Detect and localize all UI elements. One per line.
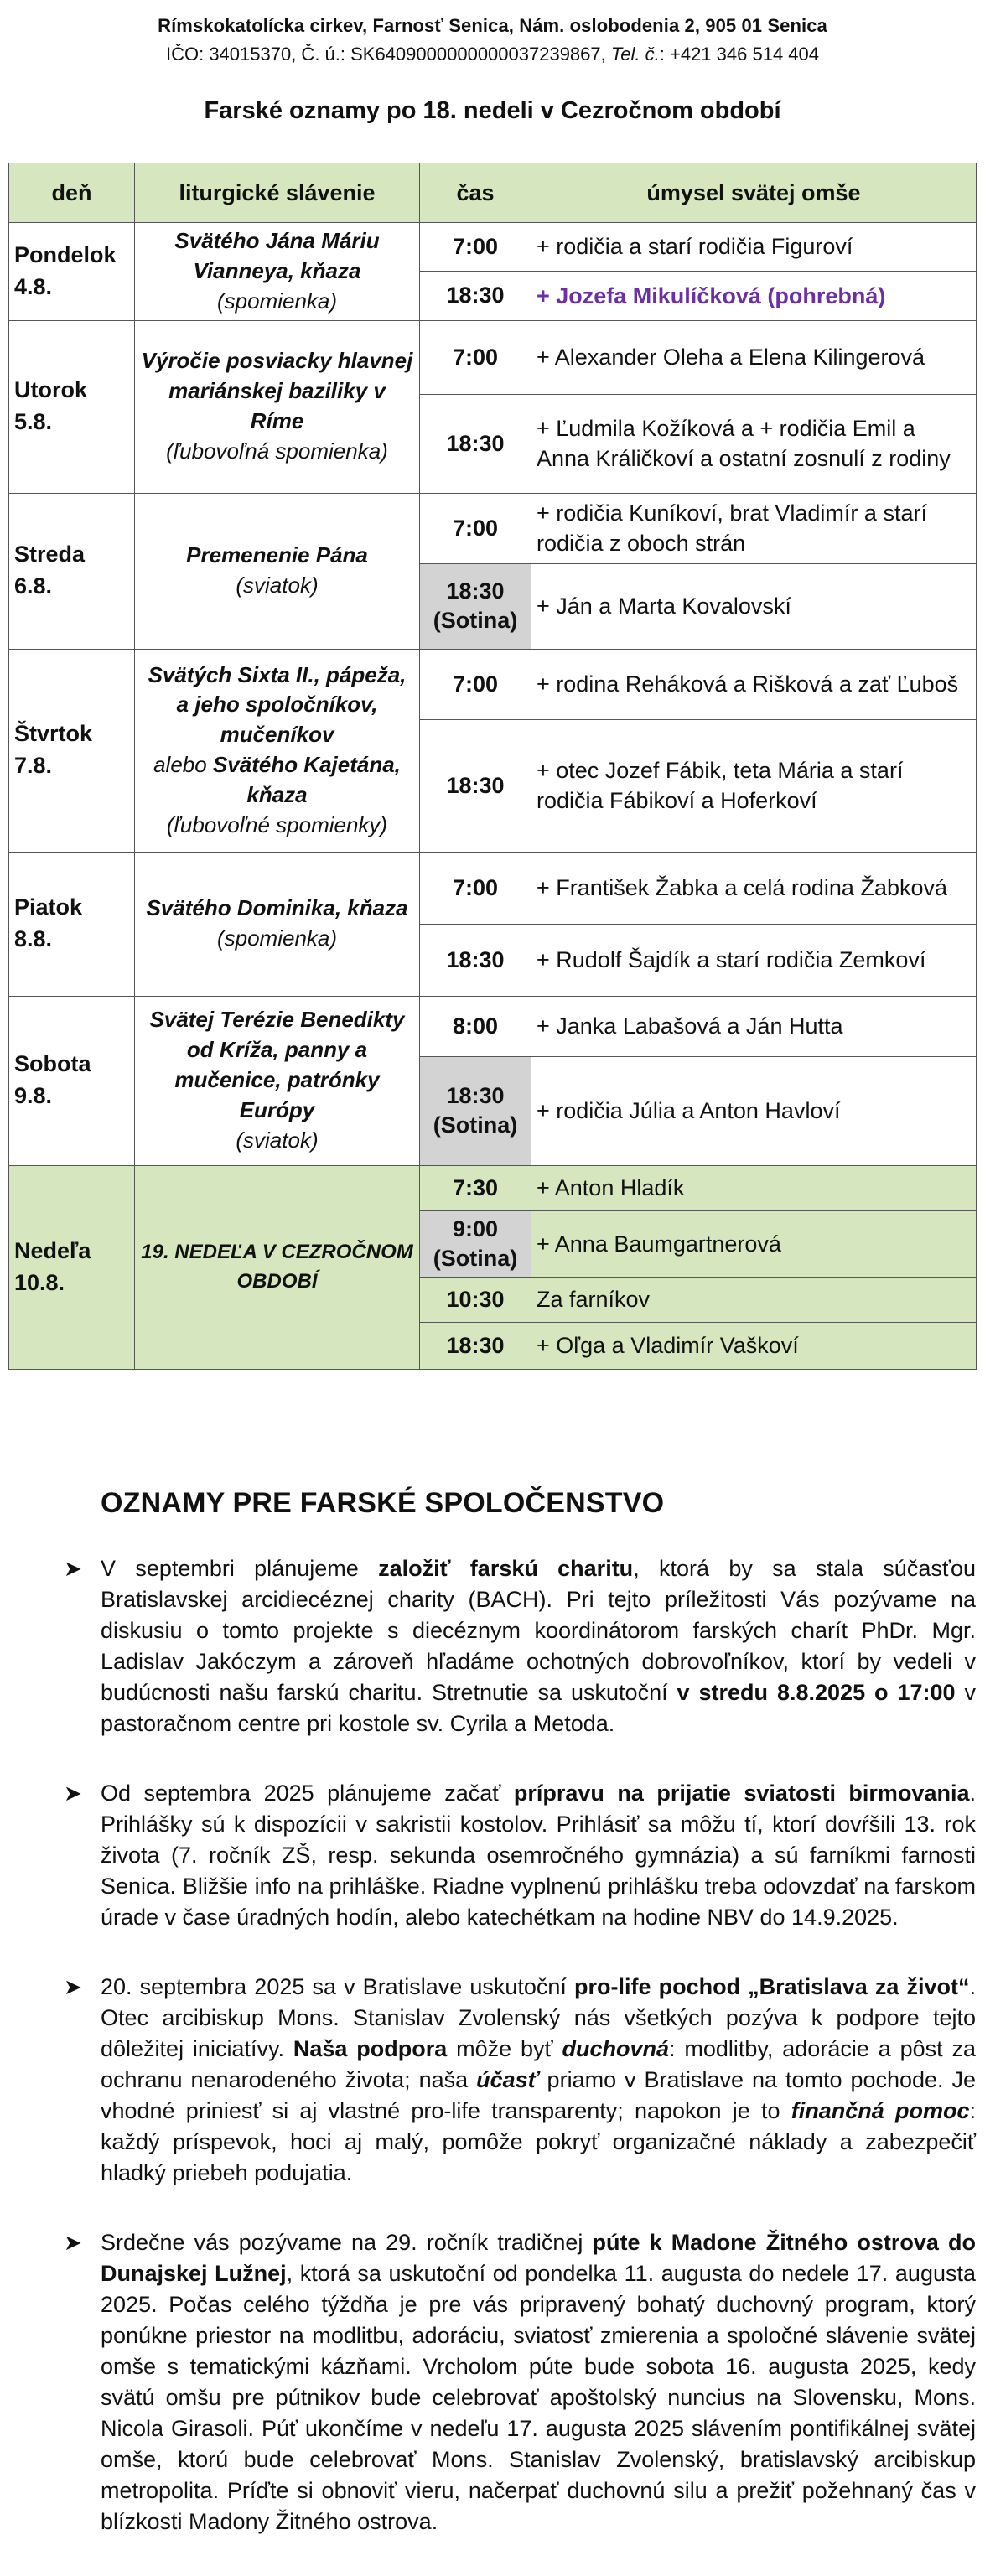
mass-time: 18:30 [420, 924, 531, 996]
mass-time: 7:00 [420, 649, 531, 719]
day-date: 9.8. [14, 1083, 53, 1109]
liturgy-name: Svätého Jána Máriu Vianneya, kňaza [174, 228, 380, 283]
notice-text-run: Naša podpora [293, 2036, 448, 2061]
header-intention: úmysel svätej omše [531, 163, 977, 223]
notice-text [101, 1553, 976, 1739]
mass-time: 7:00 [420, 852, 531, 924]
day-name: Štvrtok [14, 721, 93, 747]
mass-intention: + Oľga a Vladimír Vaškoví [531, 1322, 977, 1369]
header-day: deň [9, 163, 135, 223]
parish-ids [0, 44, 985, 65]
notice-text-run: účasť [476, 2067, 539, 2092]
mass-intention: Za farníkov [531, 1277, 977, 1322]
day-name: Utorok [14, 377, 87, 403]
liturgy-cell [135, 223, 420, 321]
notice-text [101, 1778, 976, 1933]
liturgy-name: Svätej Terézie Benedikty od Kríža, panny a mučenice, patrónky Európy [149, 1007, 405, 1123]
mass-time [420, 1056, 531, 1165]
day-name: Streda [14, 542, 86, 568]
day-cell [9, 320, 135, 493]
day-date: 10.8. [14, 1269, 65, 1295]
liturgy-cell [135, 996, 420, 1165]
day-cell [9, 223, 135, 321]
notice-text-run: duchovná [562, 2036, 670, 2061]
notice-text-run: . Prihlášky sú k dispozícii v sakristii kostolov. Prihlásiť sa môžu tí, ktorí dovŕšili 13. rok života (7. ročník ZŠ, resp. sekunda osemročného gymnázia) a sú farníkmi farnosti Senica. Bližšie info na prihláške. Riadne vyplnenú prihlášku treba odovzdať na farskom úrade v čase úradných hodín, alebo katechétkam na hodine NBV do 14.9.2025. [101, 1780, 976, 1930]
liturgy-cell [135, 320, 420, 493]
mass-time: 18:30 [420, 719, 531, 852]
arrow-bullet-icon: ➤ [64, 1780, 82, 1806]
day-name: Sobota [14, 1051, 91, 1077]
notice-text [101, 1972, 976, 2189]
notice-text-run: založiť farskú charitu [378, 1556, 634, 1581]
liturgy-rank: (sviatok) [236, 573, 319, 599]
mass-intention: + Rudolf Šajdík a starí rodičia Zemkoví [531, 924, 977, 996]
header-liturgy: liturgické slávenie [135, 163, 420, 223]
day-cell [9, 1165, 135, 1369]
day-name: Nedeľa [14, 1237, 91, 1263]
notice-text-run: Srdečne vás pozývame na 29. ročník tradičnej [101, 2230, 593, 2255]
day-name: Piatok [14, 894, 83, 920]
liturgy-name-alt: Svätého Kajetána, kňaza [212, 752, 401, 807]
mass-time: 7:00 [420, 493, 531, 563]
document-header [0, 15, 985, 125]
notice-item [64, 2227, 976, 2537]
table-row [9, 649, 977, 719]
mass-intention: + František Žabka a celá rodina Žabková [531, 852, 977, 924]
liturgy-name: Výročie posviacky hlavnej mariánskej baziliky v Ríme [141, 348, 413, 434]
notice-text-run: priamo v Bratislave na tomto pochode. Je vhodné priniesť si aj vlastné pro-life transparenty; napokon je to [101, 2067, 977, 2123]
table-row [9, 493, 977, 563]
notice-text-run: pro-life pochod „Bratislava za život“ [574, 1974, 970, 1999]
notice-text-run: v stredu 8.8.2025 o 17:00 [677, 1680, 956, 1705]
mass-time-value: 18:30 [446, 578, 505, 604]
day-cell [9, 649, 135, 852]
table-row [9, 320, 977, 394]
arrow-bullet-icon: ➤ [64, 2230, 82, 2255]
notice-item [64, 1778, 976, 1933]
mass-time [420, 563, 531, 649]
mass-intention: + rodina Reháková a Rišková a zať Ľuboš [531, 649, 977, 719]
day-cell [9, 996, 135, 1165]
mass-intention: + Alexander Oleha a Elena Kilingerová [531, 320, 977, 394]
day-date: 6.8. [14, 573, 53, 599]
mass-time: 7:00 [420, 223, 531, 272]
notice-text-run: Od septembra 2025 plánujeme začať [101, 1780, 514, 1806]
day-date: 5.8. [14, 409, 53, 435]
mass-intention: + rodičia Kuníkoví, brat Vladimír a starí rodičia z oboch strán [531, 493, 977, 563]
notice-text-run: , ktorá by sa stala súčasťou Bratislavskej arcidiecéznej charity (BACH). Pri tejto príležitosti Vás pozývame na diskusiu o tomto projekte s diecéznym koordinátorom farských charít PhDr. Mgr. Ladislav Jakóczym a zároveň hľadáme ochotných dobrovoľníkov, ktorí by vedeli v budúcnosti našu farskú charitu. Stretnutie sa uskutoční [101, 1556, 976, 1705]
liturgy-or: alebo [153, 752, 207, 778]
notice-text-run: , ktorá sa uskutoční od pondelka 11. augusta do nedele 17. augusta 2025. Počas celého týždňa je pre vás pripravený bohatý duchovný program, ktorý ponúkne priestor na modlitbu, adoráciu, sviatosť zmierenia a spoločné slávenie svätej omše s tematickými kázňami. Vrcholom púte bude sobota 16. augusta 2025, kedy svätú omšu pre pútnikov bude celebrovať apoštolský nuncius na Slovensku, Mons. Nicola Girasoli. Púť ukončíme v nedeľu 17. augusta 2025 slávením pontifikálnej svätej omše, ktorú bude celebrovať Mons. Stanislav Zvolenský, bratislavský arcibiskup metropolita. Príďte si obnoviť vieru, načerpať duchovnú silu a prežiť požehnaný čas v blízkosti Madony Žitného ostrova. [101, 2261, 976, 2534]
liturgy-rank: (sviatok) [236, 1127, 319, 1153]
arrow-bullet-icon: ➤ [64, 1974, 82, 1999]
notice-text-run: . Otec arcibiskup Mons. Stanislav Zvolenský nás všetkých pozýva k podpore tejto dôležitej iniciatívy. [101, 1974, 976, 2061]
mass-place: (Sotina) [433, 608, 518, 634]
mass-intention: + rodičia Júlia a Anton Havloví [531, 1056, 977, 1165]
liturgy-name: Svätých Sixta II., pápeža, a jeho spoločníkov, mučeníkov [148, 661, 407, 748]
notice-text-run: prípravu na prijatie sviatosti birmovania [513, 1780, 970, 1806]
mass-time: 18:30 [420, 272, 531, 320]
mass-time: 18:30 [420, 1322, 531, 1369]
liturgy-cell [135, 852, 420, 996]
mass-time: 7:00 [420, 320, 531, 394]
mass-intention: + Anna Baumgartnerová [531, 1210, 977, 1277]
mass-intention: + Jozefa Mikulíčková (pohrebná) [531, 272, 977, 320]
liturgy-rank: (ľubovoľná spomienka) [166, 438, 388, 464]
notice-text-run: : každý príspevok, hoci aj malý, pomôže pokryť organizačné náklady a zabezpečiť hladký priebeh podujatia. [101, 2098, 976, 2185]
tel-number: : +421 346 514 404 [659, 44, 819, 65]
mass-intention: + Janka Labašová a Ján Hutta [531, 996, 977, 1056]
mass-time: 10:30 [420, 1277, 531, 1322]
mass-intention: + rodičia a starí rodičia Figuroví [531, 223, 977, 272]
notice-text-run: 20. septembra 2025 sa v Bratislave uskutoční [101, 1974, 574, 1999]
liturgy-rank: (spomienka) [216, 288, 338, 314]
table-header-row [9, 163, 977, 223]
day-cell [9, 493, 135, 649]
table-row [9, 1165, 977, 1210]
tel-label: Tel. č. [610, 44, 660, 65]
table-row [9, 223, 977, 272]
day-cell [9, 852, 135, 996]
liturgy-rank: (spomienka) [216, 925, 338, 951]
mass-intention: + Ján a Marta Kovalovskí [531, 563, 977, 649]
mass-time: 7:30 [420, 1165, 531, 1210]
liturgy-cell [135, 649, 420, 852]
mass-time: 8:00 [420, 996, 531, 1056]
day-date: 8.8. [14, 926, 53, 952]
notice-text-run: V septembri plánujeme [101, 1556, 379, 1581]
notice-text-run: v pastoračnom centre pri kostole sv. Cyrila a Metoda. [101, 1680, 977, 1736]
notice-item [64, 1972, 977, 2189]
parish-address: Rímskokatolícka cirkev, Farnosť Senica, Nám. oslobodenia 2, 905 01 Senica [158, 15, 827, 36]
liturgy-cell [135, 493, 420, 649]
notice-text-run: púte k Madone Žitného ostrova do Dunajskej Lužnej [101, 2230, 976, 2286]
liturgy-cell: 19. NEDEĽA V CEZROČNOM OBDOBÍ [135, 1165, 420, 1369]
arrow-bullet-icon: ➤ [64, 1556, 82, 1581]
day-name: Pondelok [14, 242, 117, 268]
liturgy-rank: (ľubovoľné spomienky) [166, 811, 388, 837]
notice-text-run: môže byť [447, 2036, 562, 2061]
ico-account: IČO: 34015370, Č. ú.: SK6409000000000037239867, [165, 44, 611, 65]
notice-text [101, 2227, 976, 2537]
mass-time-value: 9:00 [452, 1215, 499, 1241]
table-row [9, 996, 977, 1056]
liturgy-name: Svätého Dominika, kňaza [146, 895, 408, 921]
table-row [9, 852, 977, 924]
mass-intention: + otec Jozef Fábik, teta Mária a starí rodičia Fábikoví a Hoferkoví [531, 719, 977, 852]
day-date: 7.8. [14, 753, 53, 779]
mass-time: 18:30 [420, 394, 531, 493]
notice-item [64, 1553, 977, 1739]
notices-heading: OZNAMY PRE FARSKÉ SPOLOČENSTVO [101, 1487, 665, 1519]
mass-time-value: 18:30 [446, 1083, 505, 1109]
notice-text-run: finančná pomoc [791, 2098, 970, 2123]
day-date: 4.8. [14, 273, 53, 299]
mass-place: (Sotina) [433, 1245, 518, 1271]
parish-notices [64, 1487, 977, 2576]
notice-text-run: : modlitby, adorácie a pôst za ochranu nenarodeného života; naša [101, 2036, 977, 2092]
liturgy-name: Premenenie Pána [186, 542, 368, 568]
mass-place: (Sotina) [433, 1112, 518, 1138]
mass-intention: + Anton Hladík [531, 1165, 977, 1210]
mass-time [420, 1210, 531, 1277]
mass-schedule-table [8, 163, 977, 1370]
page-title: Farské oznamy po 18. nedeli v Cezročnom období [204, 97, 781, 124]
header-time: čas [420, 163, 531, 223]
mass-intention: + Ľudmila Kožíková a + rodičia Emil a Anna Králičkoví a ostatní zosnulí z rodiny [531, 394, 977, 493]
